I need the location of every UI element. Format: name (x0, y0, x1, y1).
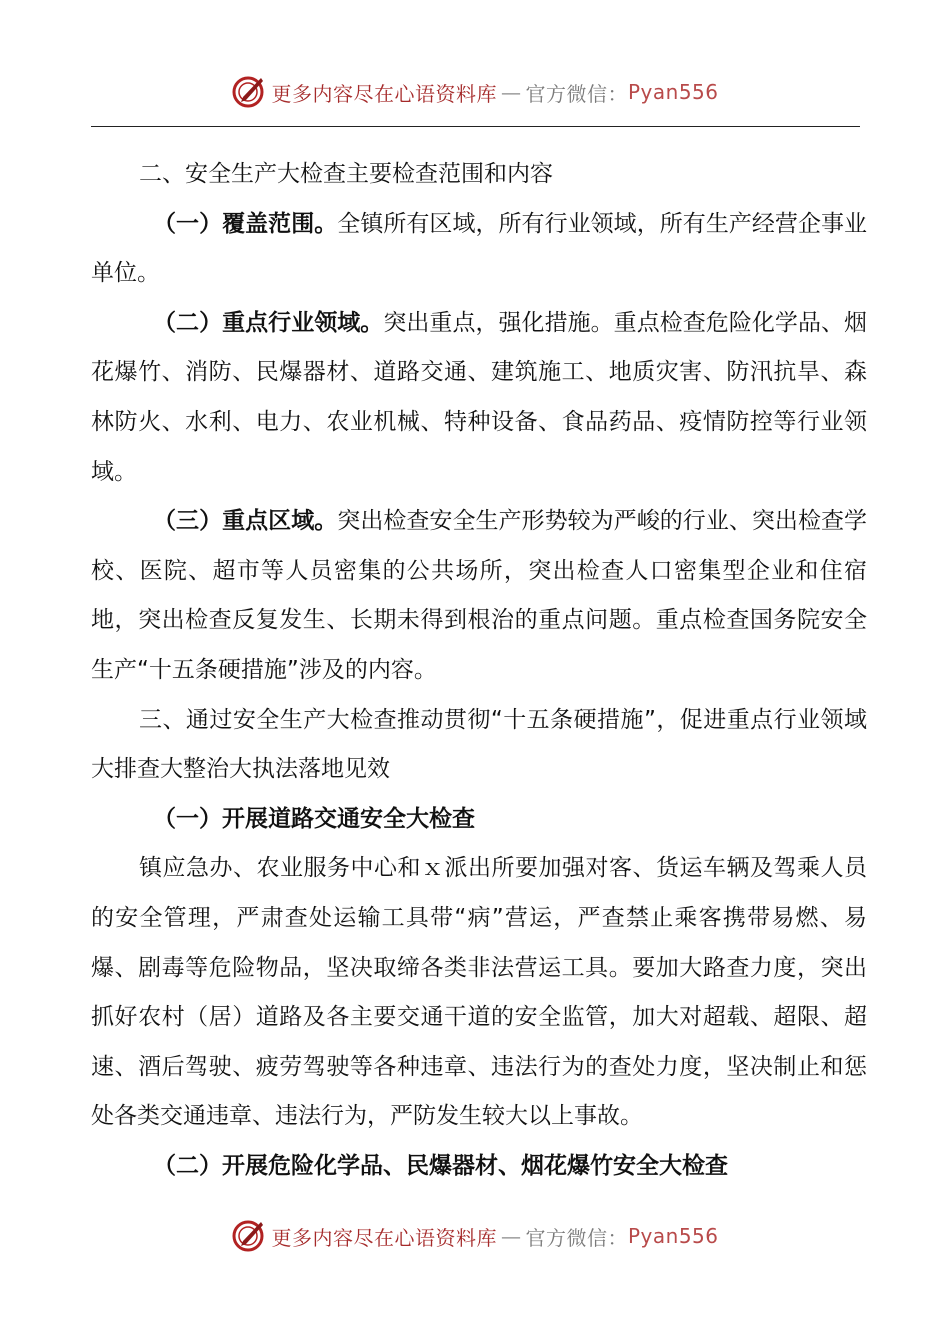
paragraph-coverage-text: 全镇所有区域，所有行业领域，所有生产经营企事业单位。 (91, 210, 868, 287)
paragraph-coverage (91, 200, 867, 299)
subsection-road-traffic-title: （一）开展道路交通安全大检查 (153, 805, 475, 832)
footer-banner (0, 1218, 950, 1254)
footer-separator: — (500, 1224, 522, 1248)
paragraph-key-industries-heading: （二）重点行业领域。 (153, 309, 384, 336)
paragraph-coverage-heading: （一）覆盖范围。 (153, 210, 338, 237)
paragraph-key-industries-text: 突出重点，强化措施。重点检查危险化学品、烟花爆竹、消防、民爆器材、道路交通、建筑施工、地质灾害、防汛抗旱、森林防火、水利、电力、农业机械、特种设备、食品药品、疫情防控等行业领域。 (91, 309, 868, 485)
subsection-hazardous-chemicals-title: （二）开展危险化学品、民爆器材、烟花爆竹安全大检查 (153, 1152, 728, 1179)
header-divider (91, 126, 860, 127)
header-wechat-label: 官方微信： (525, 81, 628, 106)
quill-logo-icon (231, 75, 265, 109)
footer-wechat-label: 官方微信： (525, 1225, 628, 1250)
paragraph-key-areas (91, 497, 867, 695)
header-wechat-id: Pyan556 (627, 80, 719, 104)
header-banner (0, 74, 950, 110)
paragraph-key-areas-heading: （三）重点区域。 (153, 508, 338, 535)
paragraph-key-areas-text: 突出检查安全生产形势较为严峻的行业、突出检查学校、医院、超市等人员密集的公共场所，突出检查人口密集型企业和住宿地，突出检查反复发生、长期未得到根治的重点问题。重点检查国务院安全生产“十五条硬措施”涉及的内容。 (91, 508, 868, 683)
header-site-text: 更多内容尽在心语资料库 (271, 81, 497, 106)
paragraph-key-industries (91, 299, 867, 497)
section-3-title: 三、通过安全生产大检查推动贯彻“十五条硬措施”，促进重点行业领域大排查大整治大执法落地见效 (91, 706, 867, 783)
header-separator: — (500, 80, 522, 104)
paragraph-road-traffic: 镇应急办、农业服务中心和ｘ派出所要加强对客、货运车辆及驾乘人员的安全管理，严肃查处运输工具带“病”营运，严查禁止乘客携带易燃、易爆、剧毒等危险物品，坚决取缔各类非法营运工具。要加大路查力度，突出抓好农村（居）道路及各主要交通干道的安全监管，加大对超载、超限、超速、酒后驾驶、疲劳驾驶等各种违章、违法行为的查处力度，坚决制止和惩处各类交通违章、违法行为，严防发生较大以上事故。 (91, 855, 867, 1130)
quill-logo-icon (231, 1219, 265, 1253)
document-body (91, 150, 867, 1191)
footer-wechat-id: Pyan556 (627, 1224, 719, 1248)
footer-site-text: 更多内容尽在心语资料库 (271, 1225, 497, 1250)
section-2-title: 二、安全生产大检查主要检查范围和内容 (139, 161, 553, 187)
